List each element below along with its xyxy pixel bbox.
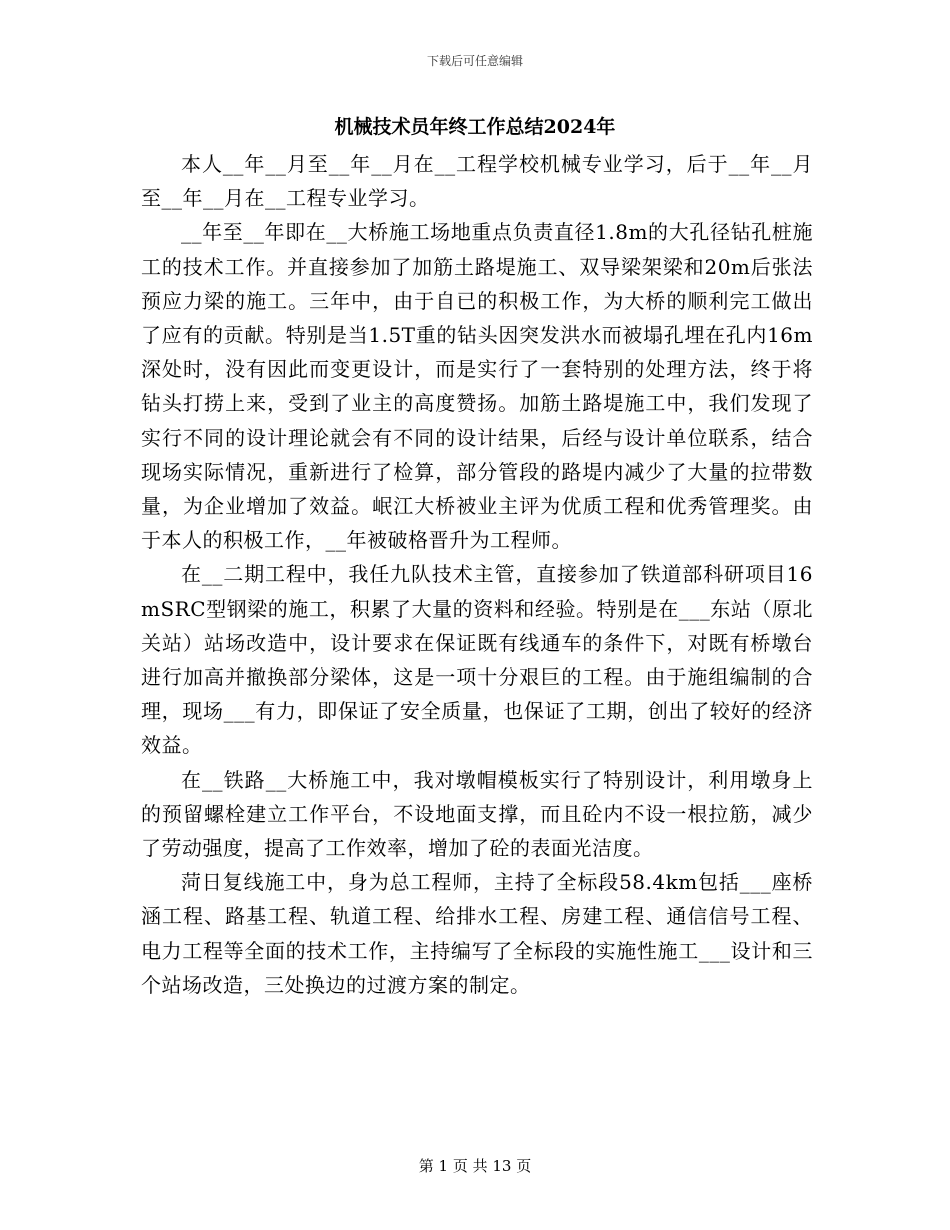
document-title: 机械技术员年终工作总结2024年 <box>334 116 616 138</box>
paragraph-bridge-project: __年至__年即在__大桥施工场地重点负责直径1.8m的大孔径钻孔桩施工的技术工作。并直接参加了加筋土路堤施工、双导梁架梁和20m后张法预应力梁的施工。三年中，由于自已的积极工作，为大桥的顺利完工做出了应有的贡献。特别是当1.5T重的钻头因突发洪水而被塌孔埋在孔内16m深处时，没有因此而变更设计，而是实行了一套特别的处理方法，终于将钻头打捞上来，受到了业主的高度赞扬。加筋土路堤施工中，我们发现了实行不同的设计理论就会有不同的设计结果，后经与设计单位联系，结合现场实际情况，重新进行了检算，部分管段的路堤内减少了大量的拉带数量，为企业增加了效益。岷江大桥被业主评为优质工程和优秀管理奖。由于本人的积极工作，__年被破格晋升为工程师。 <box>141 220 813 553</box>
download-note: 下载后可任意编辑 <box>426 54 523 68</box>
paragraph-education: 本人__年__月至__年__月在__工程学校机械专业学习，后于__年__月至__年__月在__工程专业学习。 <box>141 152 813 211</box>
paragraph-phase-two: 在__二期工程中，我任九队技术主管，直接参加了铁道部科研项目16mSRC型钢梁的施工，积累了大量的资料和经验。特别是在___东站（原北关站）站场改造中，设计要求在保证既有线通车的条件下，对既有桥墩台进行加高并撤换部分梁体，这是一项十分艰巨的工程。由于施组编制的合理，现场___有力，即保证了安全质量，也保证了工期，创出了较好的经济效益。 <box>141 562 813 758</box>
page-number: 第 1 页 共 13 页 <box>418 1157 532 1175</box>
paragraph-pier-formwork: 在__铁路__大桥施工中，我对墩帽模板实行了特别设计，利用墩身上的预留螺栓建立工作平台，不设地面支撑，而且砼内不设一根拉筋，减少了劳动强度，提高了工作效率，增加了砼的表面光洁度。 <box>141 767 813 861</box>
document-body <box>141 147 813 1002</box>
paragraph-double-track: 菏日复线施工中，身为总工程师，主持了全标段58.4km包括___座桥涵工程、路基工程、轨道工程、给排水工程、房建工程、通信信号工程、电力工程等全面的技术工作，主持编写了全标段的实施性施工___设计和三个站场改造，三处换边的过渡方案的制定。 <box>141 870 813 997</box>
